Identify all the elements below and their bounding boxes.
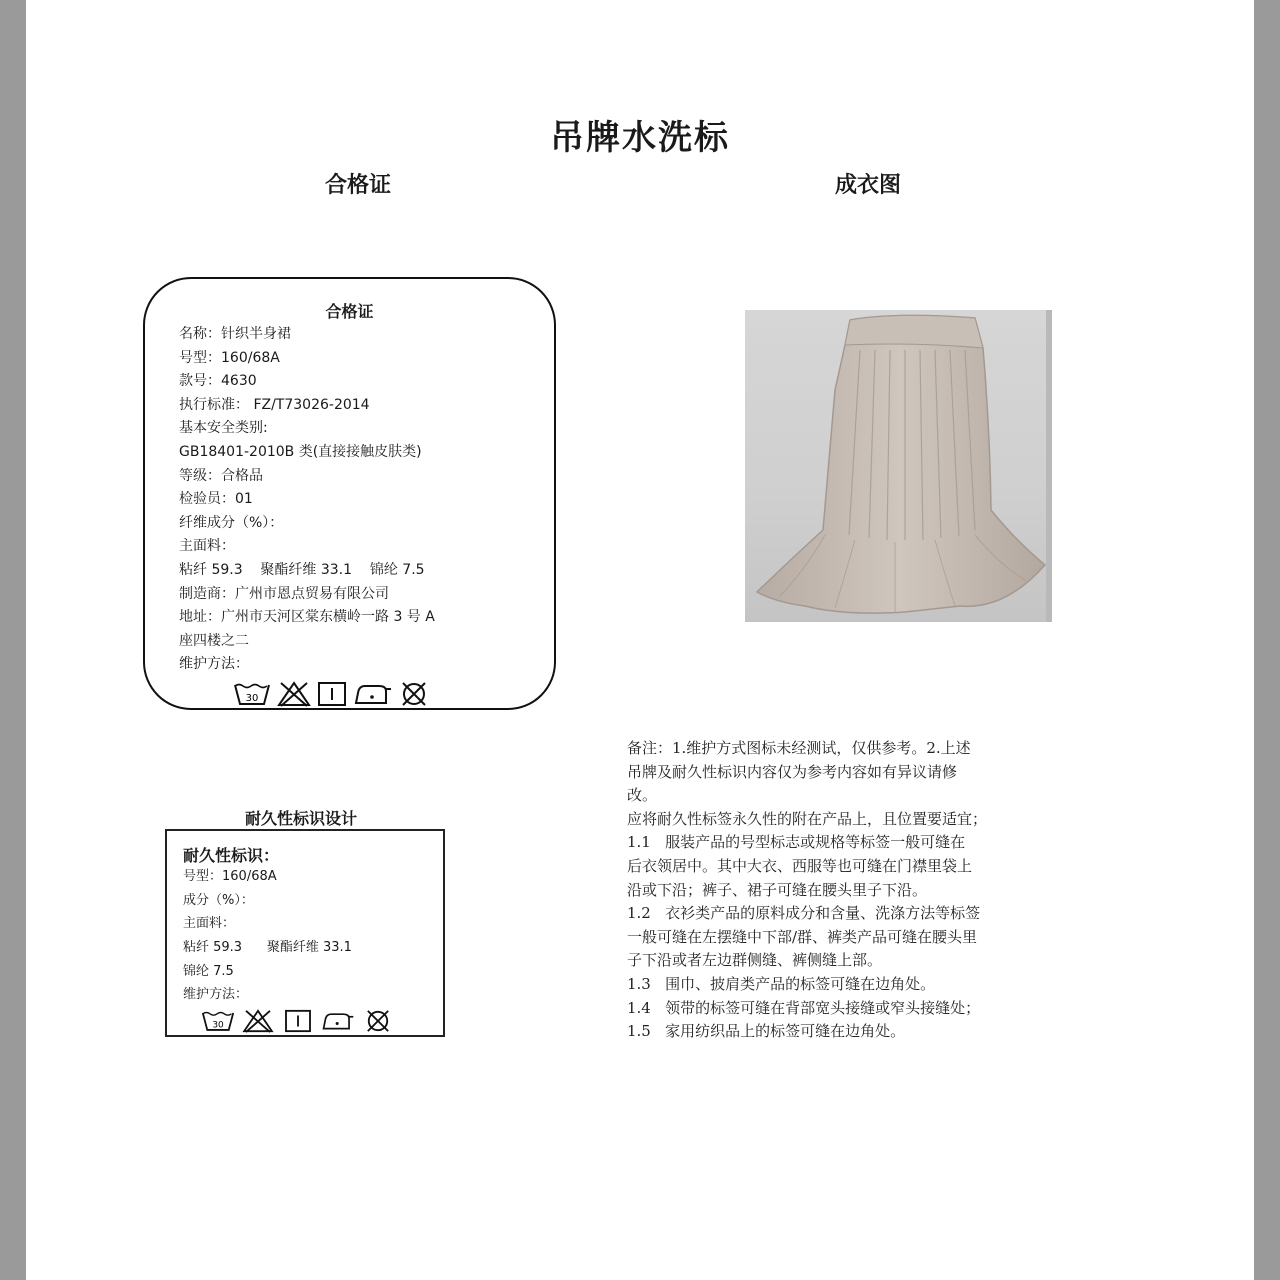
cert-line: 维护方法： bbox=[179, 656, 249, 673]
wash-30-icon bbox=[233, 681, 271, 707]
durable-line: 主面料： bbox=[183, 916, 236, 932]
care-symbols bbox=[233, 681, 429, 707]
svg-text:30: 30 bbox=[245, 693, 259, 704]
durable-label bbox=[165, 829, 445, 1037]
cert-line: 主面料： bbox=[179, 538, 235, 555]
cert-line: 号型：160/68A bbox=[179, 349, 280, 366]
cert-line: 等级：合格品 bbox=[179, 467, 263, 484]
cert-line: 纤维成分（%）： bbox=[179, 514, 284, 531]
durable-line: 粘纤 59.3 聚酯纤维 33.1 bbox=[183, 940, 352, 956]
certificate-title: 合格证 bbox=[325, 302, 374, 321]
cert-line: 地址：广州市天河区棠东横岭一路 3 号 A bbox=[179, 609, 435, 626]
note-line: 吊牌及耐久性标识内容仅为参考内容如有异议请修 bbox=[627, 762, 958, 781]
no-dryclean-icon bbox=[399, 681, 429, 707]
cert-line: GB18401-2010B 类(直接接触皮肤类) bbox=[179, 443, 422, 460]
durable-label-lines bbox=[183, 865, 352, 1007]
cert-line: 制造商：广州市恩点贸易有限公司 bbox=[179, 585, 389, 602]
cert-line: 名称：针织半身裙 bbox=[179, 326, 291, 342]
no-bleach-icon bbox=[277, 681, 311, 707]
durable-line: 锦纶 7.5 bbox=[183, 963, 234, 979]
certificate-lines bbox=[179, 323, 435, 677]
durable-label-heading: 耐久性标识设计 bbox=[245, 809, 358, 828]
tumble-dry-icon bbox=[317, 681, 347, 707]
cert-line: 款号：4630 bbox=[179, 373, 257, 390]
iron-low-icon bbox=[321, 1009, 355, 1033]
note-line: 备注：1.维护方式图标未经测试，仅供参考。2.上述 bbox=[627, 739, 971, 757]
page-title: 吊牌水洗标 bbox=[550, 118, 730, 158]
cert-line: 执行标准： FZ/T73026-2014 bbox=[179, 396, 370, 413]
note-line: 应将耐久性标签永久性的附在产品上，且位置要适宜； bbox=[627, 809, 988, 828]
certificate-heading: 合格证 bbox=[325, 173, 392, 198]
care-symbols bbox=[201, 1009, 395, 1033]
note-line: 一般可缝在左摆缝中下部/群、裤类产品可缝在腰头里 bbox=[627, 927, 978, 946]
no-dryclean-icon bbox=[361, 1009, 395, 1033]
no-bleach-icon bbox=[241, 1009, 275, 1033]
garment-photo-heading: 成衣图 bbox=[835, 173, 902, 198]
skirt-illustration bbox=[745, 310, 1052, 622]
note-line: 1.2 衣衫类产品的原料成分和含量、洗涤方法等标签 bbox=[627, 904, 981, 923]
skirt-photo bbox=[745, 310, 1052, 622]
tumble-dry-icon bbox=[281, 1009, 315, 1033]
notes bbox=[627, 737, 1147, 1044]
wash-30-icon bbox=[201, 1009, 235, 1033]
durable-line: 成分（%）： bbox=[183, 892, 254, 908]
note-line: 1.5 家用纺织品上的标签可缝在边角处。 bbox=[627, 1022, 906, 1041]
note-line: 子下沿或者左边群侧缝、裤侧缝上部。 bbox=[627, 951, 883, 970]
note-line: 沿或下沿；裤子、裙子可缝在腰头里子下沿。 bbox=[627, 880, 928, 899]
note-line: 1.3 围巾、披肩类产品的标签可缝在边角处。 bbox=[627, 974, 936, 993]
svg-text:30: 30 bbox=[212, 1020, 224, 1031]
note-line: 1.4 领带的标签可缝在背部宽头接缝或窄头接缝处； bbox=[627, 998, 981, 1017]
certificate-tag bbox=[143, 277, 556, 710]
note-line: 1.1 服装产品的号型标志或规格等标签一般可缝在 bbox=[627, 833, 966, 852]
photo-edge bbox=[1046, 310, 1052, 622]
durable-line: 维护方法： bbox=[183, 987, 249, 1003]
note-line: 改。 bbox=[627, 786, 658, 805]
iron-low-icon bbox=[353, 681, 393, 707]
cert-line: 座四楼之二 bbox=[179, 632, 249, 649]
durable-label-title: 耐久性标识： bbox=[183, 846, 280, 865]
durable-line: 号型：160/68A bbox=[183, 869, 277, 884]
note-line: 后衣领居中。其中大衣、西服等也可缝在门襟里袋上 bbox=[627, 856, 973, 875]
cert-line: 检验员：01 bbox=[179, 491, 253, 508]
cert-line: 基本安全类别: bbox=[179, 420, 268, 437]
cert-line: 粘纤 59.3 聚酯纤维 33.1 锦纶 7.5 bbox=[179, 561, 425, 578]
